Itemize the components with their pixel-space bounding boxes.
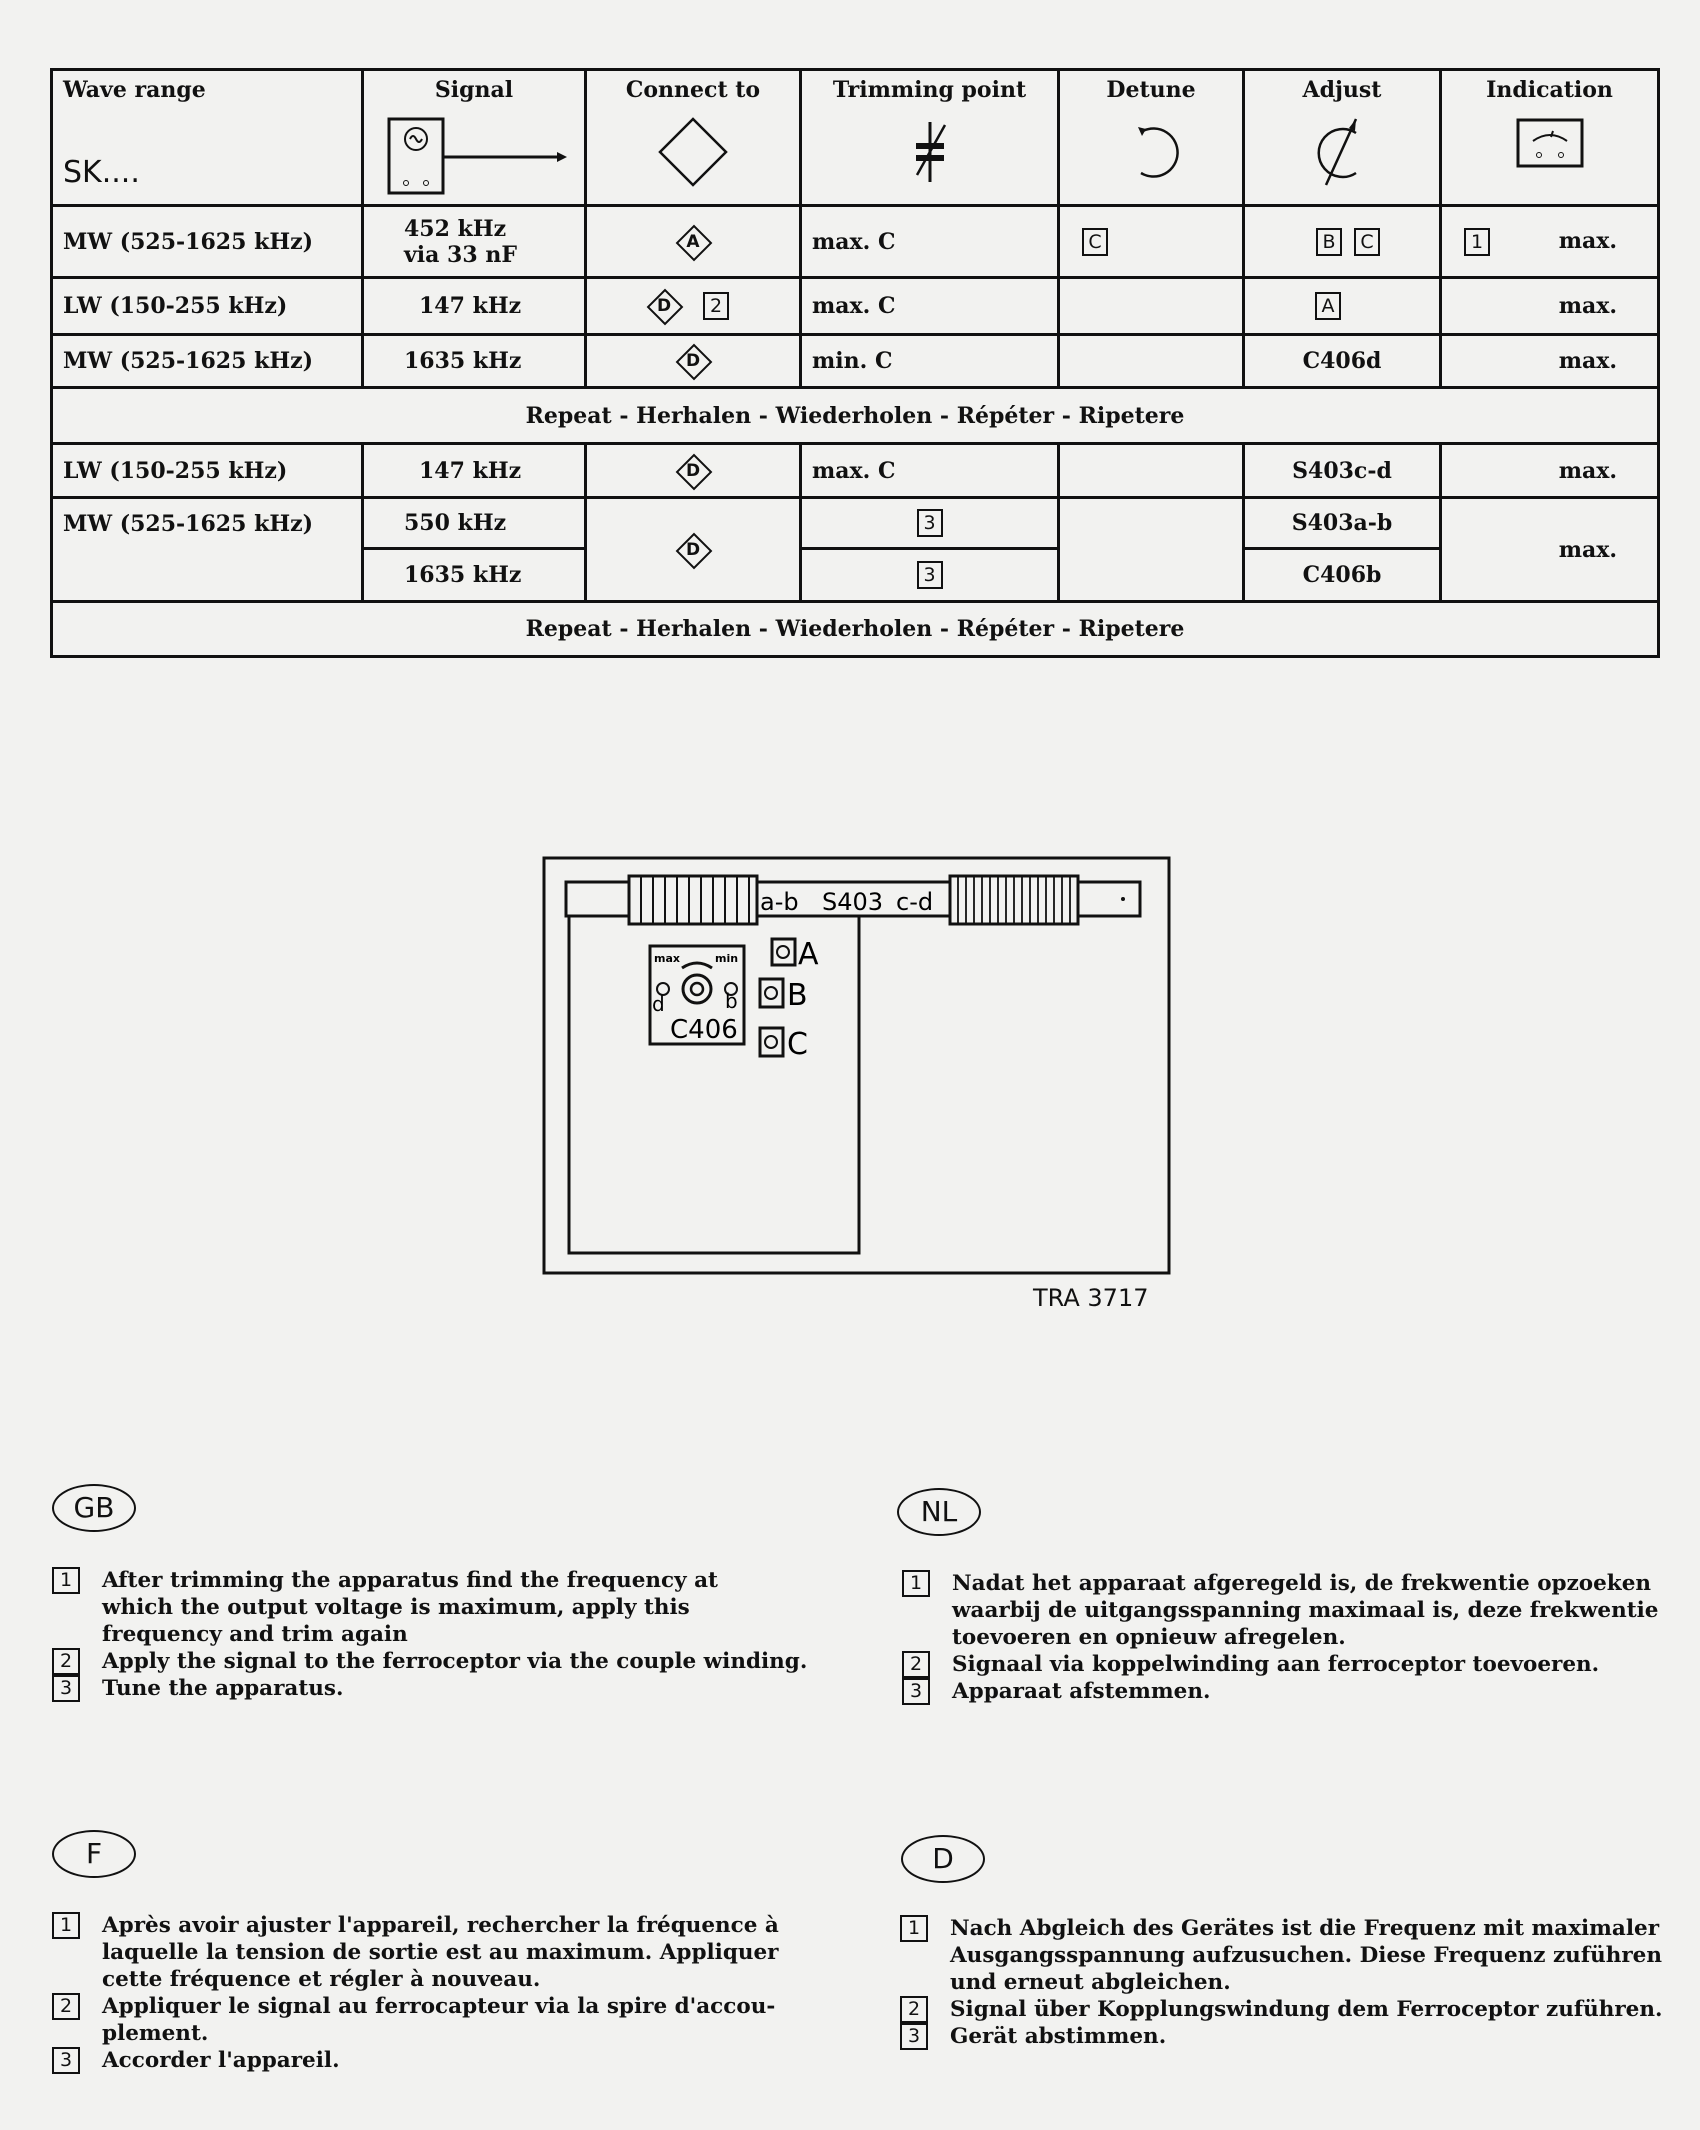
diamond-icon [658,117,728,187]
wave-range-cell: MW (525-1625 kHz) [52,498,363,602]
wave-range-cell: LW (150-255 kHz) [52,278,363,335]
language-badge-f: F [52,1830,136,1878]
connect-cell [586,206,801,278]
note-item [52,2047,812,2074]
note-item [900,1996,1680,2023]
note-number: 1 [52,1912,80,1939]
note-number: 1 [900,1915,928,1942]
trimmer-a [772,939,795,965]
repeat-row [52,602,1659,657]
adjust-cell: C406d [1244,335,1441,388]
language-badge-d: D [901,1835,985,1883]
trimming-cell: min. C [801,335,1059,388]
indication-cell [1441,206,1659,278]
trimmer-c-label: C [787,1027,808,1062]
header-label: Adjust [1302,77,1382,103]
note-ref: 1 [1464,228,1490,256]
rotate-icon [1121,117,1181,187]
note-item [900,2023,1680,2050]
connect-cell [586,444,801,498]
table-row [52,206,1659,278]
rod-dot [1121,897,1125,901]
signal-cell: 147 kHz [363,444,586,498]
note-text: Signaal via koppelwinding aan ferroceptor toevoeren. [952,1652,1600,1677]
diamond-marker [674,452,712,490]
notes-nl [902,1570,1662,1705]
cap-name: C406 [670,1015,738,1045]
signal-cell: 1635 kHz [363,335,586,388]
language-badge-gb: GB [52,1484,136,1532]
table-row [52,498,1659,549]
note-item [52,1912,812,1993]
signal-cell: 1635 kHz [363,549,586,602]
table-row [52,335,1659,388]
wave-range-cell: LW (150-255 kHz) [52,444,363,498]
note-text: Gerät abstimmen. [950,2024,1167,2049]
header-connect-to [586,70,801,206]
connect-cell [586,335,801,388]
trimming-cell: max. C [801,278,1059,335]
header-detune [1059,70,1244,206]
marker-letter: A [686,231,700,252]
alignment-table [50,68,1660,658]
cap-b-label: b [725,989,738,1013]
diamond-marker [674,531,712,569]
table-header-row [52,70,1659,206]
diamond-marker [645,287,683,325]
repeat-text: Repeat - Herhalen - Wiederholen - Répéter - Ripetere [52,388,1659,444]
signal-cell [363,206,586,278]
header-adjust [1244,70,1441,206]
header-indication [1441,70,1659,206]
note-number: 3 [52,1675,80,1702]
notes-f [52,1912,812,2074]
note-number: 3 [902,1678,930,1705]
coil-cd [950,876,1078,924]
chassis-diagram [542,856,1171,1275]
signal-value: 452 kHz [404,215,507,242]
box-marker: A [1315,292,1341,320]
coil-label-ab: a-b [760,888,799,916]
sk-label: SK.... [63,155,140,190]
header-label: Signal [434,77,514,103]
trimming-cell [801,498,1059,549]
note-text: Apparaat afstemmen. [952,1679,1211,1704]
note-item [900,1915,1680,1996]
note-item [902,1570,1662,1651]
adjust-cell: S403a-b [1244,498,1441,549]
note-ref: 3 [917,509,943,537]
wave-range-cell: MW (525-1625 kHz) [52,335,363,388]
diamond-marker [674,342,712,380]
connect-cell [586,498,801,602]
trimming-cell: max. C [801,206,1059,278]
note-text: Nach Abgleich des Gerätes ist die Frequenz mit maximaler Ausgangsspannung aufzusuchen. Diese Frequenz zuführen und erneut abgleichen. [950,1916,1662,1995]
marker-letter: D [685,351,701,371]
adjust-cell: C406b [1244,549,1441,602]
cap-arrow [682,963,712,968]
note-text: After trimming the apparatus find the frequency at which the output voltage is maximum, apply this frequency and trim again [102,1568,718,1647]
adjust-cell [1244,278,1441,335]
note-item [902,1678,1662,1705]
note-text: Tune the apparatus. [102,1676,344,1701]
note-text: Appliquer le signal au ferrocapteur via la spire d'accou- plement. [102,1994,776,2046]
trimmer-b-box [760,979,783,1007]
table-row [52,444,1659,498]
header-label: Trimming point [832,77,1027,103]
note-text: Après avoir ajuster l'appareil, rechercher la fréquence à laquelle la tension de sortie est au maximum. Appliquer cette fréquence et régler à nouveau. [102,1913,779,1992]
note-item [52,1675,832,1702]
header-label: Indication [1486,77,1613,103]
repeat-row [52,388,1659,444]
header-trimming-point [801,70,1059,206]
notes-d [900,1915,1680,2050]
figure-reference: TRA 3717 [1033,1284,1149,1312]
marker-letter: D [685,539,701,560]
note-text: Signal über Kopplungswindung dem Ferroceptor zuführen. [950,1997,1663,2022]
indication-cell: max. [1441,335,1659,388]
table-row [52,278,1659,335]
repeat-text: Repeat - Herhalen - Wiederholen - Répéter - Ripetere [52,602,1659,657]
adjust-icon [1312,117,1372,187]
trimming-cell: max. C [801,444,1059,498]
detune-cell [1059,335,1244,388]
cap-min-label: min [715,952,739,965]
diamond-marker [674,223,712,261]
signal-cell: 550 kHz [363,498,586,549]
coil-label-cd: c-d [896,888,934,916]
language-badge-nl: NL [897,1488,981,1536]
box-marker: B [1316,228,1342,256]
note-number: 1 [902,1570,930,1597]
coil-name: S403 [822,888,884,916]
detune-cell [1059,498,1244,602]
adjust-cell: S403c-d [1244,444,1441,498]
cap-shaft [683,975,711,1003]
signal-value: via 33 nF [404,241,517,268]
note-number: 2 [52,1993,80,2020]
note-item [52,1567,832,1648]
detune-cell [1059,444,1244,498]
note-ref: 3 [917,561,943,589]
note-ref: 2 [703,292,729,320]
header-wave-range [52,70,363,206]
note-item [52,1648,832,1675]
note-text: Accorder l'appareil. [102,2048,340,2073]
adjust-cell [1244,206,1441,278]
note-number: 2 [902,1651,930,1678]
trimmer-capacitor-icon [905,117,955,187]
header-label: Wave range [63,77,206,103]
box-marker: C [1354,228,1380,256]
detune-cell [1059,206,1244,278]
connect-cell [586,278,801,335]
detune-cell [1059,278,1244,335]
note-number: 2 [900,1996,928,2023]
note-text: Apply the signal to the ferroceptor via the couple winding. [102,1649,808,1674]
trimmer-c [760,1028,783,1056]
indication-cell: max. [1441,278,1659,335]
header-label: Connect to [625,77,761,103]
box-marker: C [1082,228,1108,256]
indication-value: max. [1558,227,1617,254]
note-item [52,1993,812,2047]
note-number: 3 [52,2047,80,2074]
note-number: 2 [52,1648,80,1675]
trimming-cell [801,549,1059,602]
signal-generator-icon [379,117,569,197]
notes-gb [52,1567,832,1702]
marker-letter: D [656,296,672,316]
trimmer-b-label: B [787,978,808,1013]
note-number: 1 [52,1567,80,1594]
note-text: Nadat het apparaat afgeregeld is, de frekwentie opzoeken waarbij de uitgangsspanning maximaal is, deze frekwentie toevoeren en opnieuw afregelen. [952,1571,1659,1650]
note-item [902,1651,1662,1678]
note-number: 3 [900,2023,928,2050]
wave-range-cell: MW (525-1625 kHz) [52,206,363,278]
header-label: Detune [1106,77,1196,103]
trimmer-a-label: A [798,937,819,972]
meter-icon [1515,117,1585,169]
header-signal [363,70,586,206]
indication-cell: max. [1441,444,1659,498]
indication-cell: max. [1441,498,1659,602]
coil-ab [629,876,757,924]
marker-letter: D [685,460,701,481]
signal-cell: 147 kHz [363,278,586,335]
cap-max-label: max [654,952,680,965]
cap-d-label: d [652,992,665,1016]
